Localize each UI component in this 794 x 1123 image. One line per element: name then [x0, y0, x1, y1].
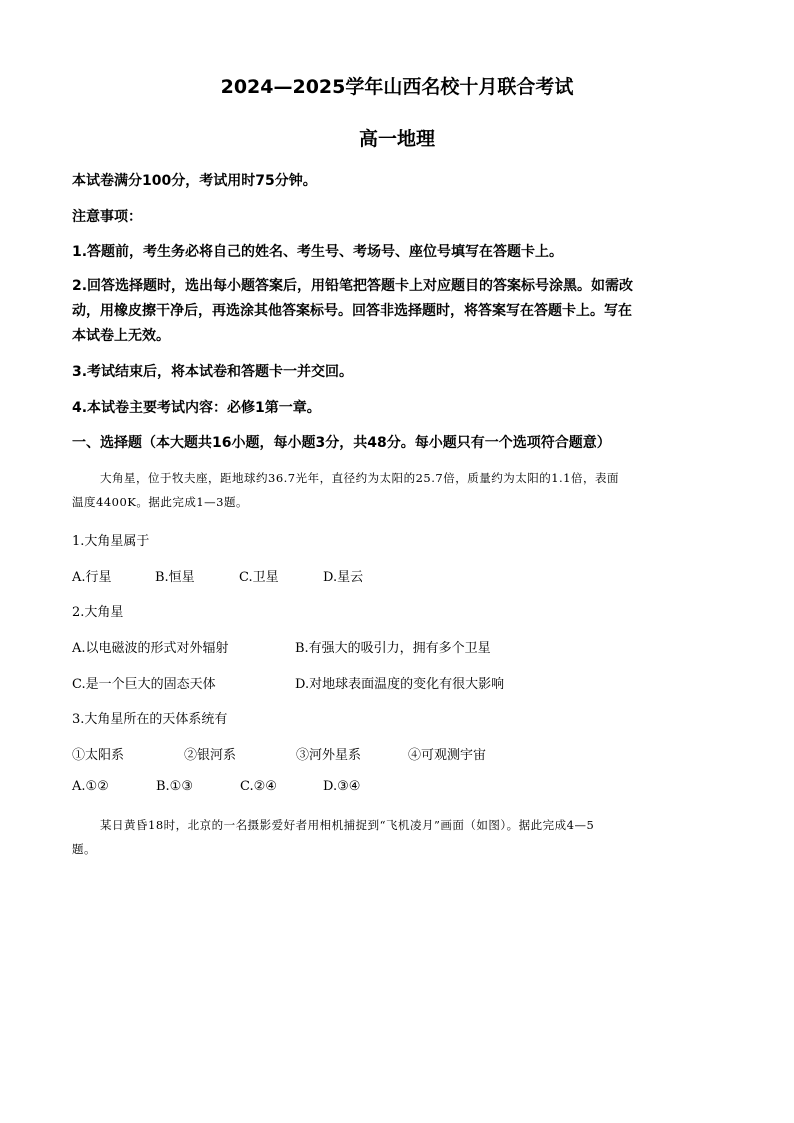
score-time-note: 本试卷满分100分，考试用时75分钟。 [72, 173, 317, 189]
question-3-option-d: D.③④ [323, 779, 361, 794]
question-2-option-b: B.有强大的吸引力，拥有多个卫星 [295, 641, 491, 656]
passage-2-line-1: 某日黄昏18时，北京的一名摄影爱好者用相机捕捉到“飞机凌月”画面（如图）。据此完成4—5 [100, 818, 595, 832]
question-1-stem: 1.大角星属于 [72, 534, 150, 549]
question-3-stem: 3.大角星所在的天体系统有 [72, 712, 228, 727]
question-3-item-4: ④可观测宇宙 [408, 748, 487, 763]
subject-title: 高一地理 [358, 128, 435, 150]
question-3-option-c: C.②④ [240, 779, 277, 794]
question-3-item-3: ③河外星系 [296, 748, 362, 763]
notice-item-2-line-2: 动，用橡皮擦干净后，再选涂其他答案标号。回答非选择题时，将答案写在答题卡上。写在 [72, 303, 632, 319]
notice-item-2-line-1: 2.回答选择题时，选出每小题答案后，用铅笔把答题卡上对应题目的答案标号涂黑。如需改 [72, 278, 634, 294]
passage-1-line-2: 温度4400K。据此完成1—3题。 [72, 495, 248, 509]
passage-1-line-1: 大角星，位于牧夫座，距地球约36.7光年，直径约为太阳的25.7倍，质量约为太阳的1.1倍，表面 [100, 471, 619, 485]
question-1-option-b: B.恒星 [155, 570, 195, 585]
notice-item-3: 3.考试结束后，将本试卷和答题卡一并交回。 [72, 364, 354, 380]
question-1-option-d: D.星云 [323, 570, 364, 585]
passage-2-line-2: 题。 [72, 842, 96, 856]
question-2-option-d: D.对地球表面温度的变化有很大影响 [295, 677, 505, 692]
notice-item-1: 1.答题前，考生务必将自己的姓名、考生号、考场号、座位号填写在答题卡上。 [72, 244, 564, 260]
notice-heading: 注意事项： [72, 209, 142, 225]
question-2-stem: 2.大角星 [72, 605, 124, 620]
exam-title: 2024—2025学年山西名校十月联合考试 [220, 76, 574, 98]
question-2-option-a: A.以电磁波的形式对外辐射 [72, 641, 229, 656]
question-3-item-2: ②银河系 [184, 748, 237, 763]
question-1-option-a: A.行星 [72, 570, 112, 585]
question-3-option-a: A.①② [72, 779, 109, 794]
question-2-option-c: C.是一个巨大的固态天体 [72, 677, 216, 692]
question-3-item-1: ①太阳系 [72, 748, 125, 763]
notice-item-2-line-3: 本试卷上无效。 [72, 328, 170, 344]
question-1-option-c: C.卫星 [239, 570, 279, 585]
question-3-option-b: B.①③ [156, 779, 193, 794]
section-heading: 一、选择题（本大题共16小题，每小题3分，共48分。每小题只有一个选项符合题意） [72, 435, 611, 451]
notice-item-4: 4.本试卷主要考试内容：必修1第一章。 [72, 400, 321, 416]
